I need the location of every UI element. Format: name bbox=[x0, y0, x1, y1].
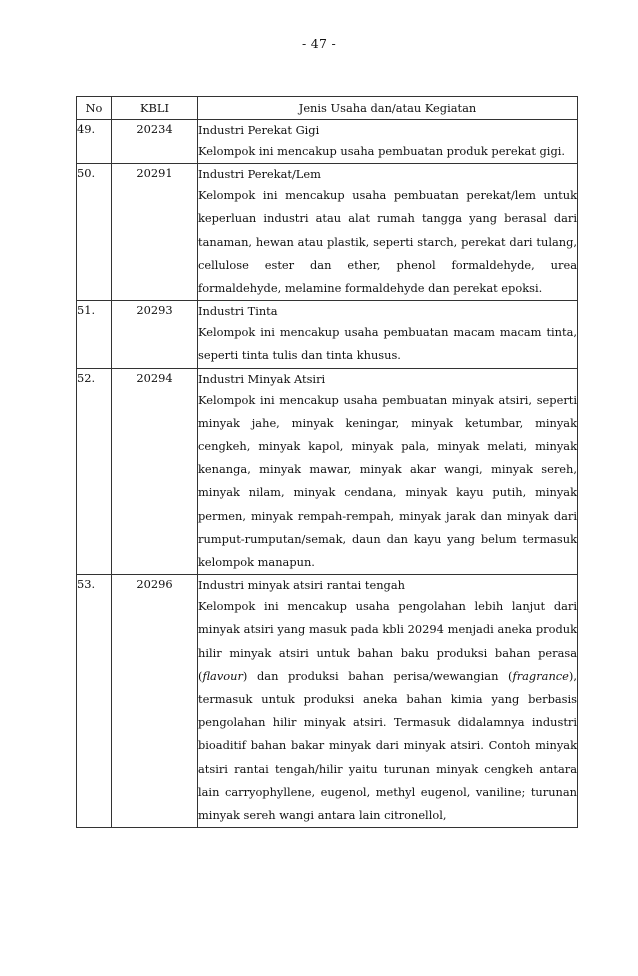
row-number: 51. bbox=[77, 301, 112, 368]
header-kbli: KBLI bbox=[112, 97, 198, 120]
row-activity bbox=[198, 301, 578, 368]
table-row bbox=[77, 575, 578, 828]
row-activity bbox=[198, 120, 578, 164]
table-header-row bbox=[77, 97, 578, 120]
activity-title: Industri Minyak Atsiri bbox=[198, 371, 326, 386]
row-activity bbox=[198, 575, 578, 828]
header-no: No bbox=[77, 97, 112, 120]
activity-title: Industri Perekat/Lem bbox=[198, 167, 321, 182]
row-activity bbox=[198, 368, 578, 575]
row-kbli-code: 20296 bbox=[112, 575, 198, 828]
term-fragrance: fragrance bbox=[512, 668, 569, 683]
table-row bbox=[77, 368, 578, 575]
row-activity bbox=[198, 164, 578, 301]
table-row bbox=[77, 164, 578, 301]
row-kbli-code: 20234 bbox=[112, 120, 198, 164]
row-number: 53. bbox=[77, 575, 112, 828]
activity-description: Kelompok ini mencakup usaha pembuatan macam macam tinta, seperti tinta tulis dan tinta khusus. bbox=[198, 325, 577, 363]
page-number: - 47 - bbox=[301, 36, 337, 51]
activity-description: Kelompok ini mencakup usaha pembuatan perekat/lem untuk keperluan industri atau alat rumah tangga yang berasal dari tanaman, hewan atau plastik, seperti starch, perekat dari tulang, cellulose ester dan ether, phenol formaldehyde, urea formaldehyde, melamine formaldehyde dan perekat epoksi. bbox=[198, 188, 577, 296]
activity-title: Industri Perekat Gigi bbox=[198, 123, 320, 137]
activity-description: Kelompok ini mencakup usaha pembuatan produk perekat gigi. bbox=[198, 144, 566, 158]
row-kbli-code: 20294 bbox=[112, 368, 198, 575]
description-text: Kelompok ini mencakup usaha pengolahan lebih lanjut dari minyak atsiri yang masuk pada kbli 20294 menjadi aneka produk hilir minyak atsiri untuk bahan baku produksi bahan perasa ( bbox=[198, 599, 577, 683]
kbli-table bbox=[76, 96, 578, 828]
description-text: ), termasuk untuk produksi aneka bahan kimia yang berbasis pengolahan hilir minyak atsiri. Termasuk didalamnya industri bioaditif bahan bakar minyak dari minyak atsiri. Contoh minyak atsiri rantai tengah/hilir yaitu turunan minyak cengkeh antara lain carryophyllene, eugenol, methyl eugenol, vaniline; turunan minyak sereh wangi antara lain citronellol, bbox=[198, 668, 577, 823]
term-flavour: flavour bbox=[202, 668, 243, 683]
row-number: 49. bbox=[77, 120, 112, 164]
row-kbli-code: 20293 bbox=[112, 301, 198, 368]
activity-title: Industri Tinta bbox=[198, 304, 278, 319]
activity-description bbox=[198, 595, 577, 827]
table-row bbox=[77, 120, 578, 164]
header-activity: Jenis Usaha dan/atau Kegiatan bbox=[198, 97, 578, 120]
description-text: ) dan produksi bahan perisa/wewangian ( bbox=[242, 668, 513, 683]
row-number: 52. bbox=[77, 368, 112, 575]
activity-description: Kelompok ini mencakup usaha pembuatan minyak atsiri, seperti minyak jahe, minyak keningar, minyak ketumbar, minyak cengkeh, minyak kapol, minyak pala, minyak melati, minyak kenanga, minyak mawar, minyak akar wangi, minyak sereh, minyak nilam, minyak cendana, minyak kayu putih, minyak permen, minyak rempah-rempah, minyak jarak dan minyak dari rumput-rumputan/semak, daun dan kayu yang belum termasuk kelompok manapun. bbox=[198, 392, 577, 570]
row-number: 50. bbox=[77, 164, 112, 301]
row-kbli-code: 20291 bbox=[112, 164, 198, 301]
table-row bbox=[77, 301, 578, 368]
activity-title: Industri minyak atsiri rantai tengah bbox=[198, 578, 405, 593]
